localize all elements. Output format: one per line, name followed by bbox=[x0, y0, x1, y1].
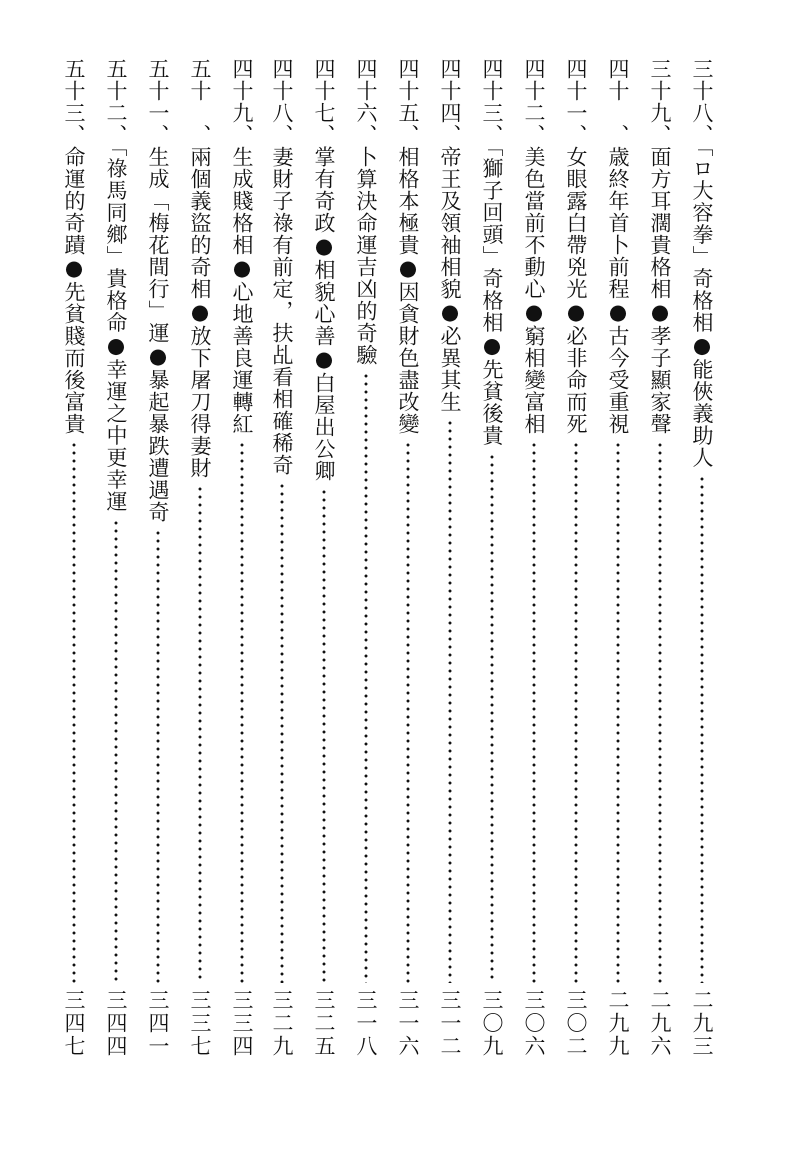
toc-entry-page-number: 三二五 bbox=[312, 989, 336, 1058]
toc-entry-page-number: 三四七 bbox=[62, 989, 86, 1058]
dot-leader bbox=[72, 441, 76, 983]
toc-entry-title: 四十一、女眼露白帶兇光●必非命而死 bbox=[564, 58, 588, 435]
toc-entry-title: 四十六、卜算決命運吉凶的奇驗 bbox=[354, 58, 378, 366]
toc-entry-52 bbox=[100, 58, 132, 1058]
toc-entry-page-number: 三二九 bbox=[270, 989, 294, 1058]
toc-entry-title: 五十二、「祿馬同鄉」貴格命●幸運之中更幸運 bbox=[104, 58, 128, 513]
toc-entry-page-number: 三一六 bbox=[396, 989, 420, 1058]
toc-entry-title: 五十三、命運的奇蹟●先貧賤而後富貴 bbox=[62, 58, 86, 435]
dot-leader bbox=[700, 475, 704, 984]
dot-leader bbox=[574, 441, 578, 983]
toc-entry-title: 四十三、「獅子回頭」奇格相●先貧後貴 bbox=[480, 58, 504, 447]
dot-leader bbox=[532, 441, 536, 983]
toc-entry-title: 三十八、「ロ大容拳」奇格相●能俠義助人 bbox=[690, 58, 714, 469]
toc-entry-page-number: 三三四 bbox=[230, 989, 254, 1058]
dot-leader bbox=[658, 441, 662, 983]
toc-entry-page-number: 三四四 bbox=[104, 989, 128, 1058]
toc-entry-49 bbox=[226, 58, 258, 1058]
toc-entry-39 bbox=[644, 58, 676, 1058]
toc-entry-title: 三十九、面方耳濶貴格相●孝子顯家聲 bbox=[648, 58, 672, 435]
toc-entry-page-number: 三三七 bbox=[188, 989, 212, 1058]
toc-entry-50 bbox=[184, 58, 216, 1058]
toc-entry-title: 四十二、美色當前不動心●窮相變富相 bbox=[522, 58, 546, 435]
toc-entry-title: 四十七、掌有奇政●相貌心善●白屋出公卿 bbox=[312, 58, 336, 482]
toc-entry-title: 四十五、相格本極貴●因貪財色盡改變 bbox=[396, 58, 420, 435]
toc-entry-page-number: 三〇二 bbox=[564, 989, 588, 1058]
toc-entry-title: 四十四、帝王及領袖相貌●必異其生 bbox=[438, 58, 462, 413]
toc-entry-47 bbox=[308, 58, 340, 1058]
dot-leader bbox=[156, 529, 160, 983]
toc-entry-title: 四十 、歳終年首卜前程●古今受重視 bbox=[606, 58, 630, 435]
toc-entry-38 bbox=[686, 58, 718, 1058]
toc-entry-48 bbox=[266, 58, 298, 1058]
toc-entry-42 bbox=[518, 58, 550, 1058]
dot-leader bbox=[616, 441, 620, 983]
toc-entry-44 bbox=[434, 58, 466, 1058]
toc-entry-title: 五十一、生成「梅花間行」運●暴起暴跌遭遇奇 bbox=[146, 58, 170, 523]
toc-entry-page-number: 三一八 bbox=[354, 989, 378, 1058]
toc-entry-40 bbox=[602, 58, 634, 1058]
toc-entry-45 bbox=[392, 58, 424, 1058]
dot-leader bbox=[490, 453, 494, 984]
dot-leader bbox=[198, 485, 202, 983]
dot-leader bbox=[448, 419, 452, 983]
dot-leader bbox=[114, 519, 118, 984]
toc-entry-page-number: 二九九 bbox=[606, 989, 630, 1058]
toc-entry-43 bbox=[476, 58, 508, 1058]
dot-leader bbox=[322, 488, 326, 983]
toc-entry-page-number: 三〇九 bbox=[480, 989, 504, 1058]
toc-entry-51 bbox=[142, 58, 174, 1058]
toc-entry-page-number: 三四一 bbox=[146, 989, 170, 1058]
dot-leader bbox=[406, 441, 410, 983]
toc-entry-page-number: 二九三 bbox=[690, 989, 714, 1058]
toc-entry-title: 四十九、生成賤格相●心地善良運轉紅 bbox=[230, 58, 254, 435]
toc-entry-46 bbox=[350, 58, 382, 1058]
toc-entry-53 bbox=[58, 58, 90, 1058]
toc-entry-41 bbox=[560, 58, 592, 1058]
toc-entry-page-number: 二九六 bbox=[648, 989, 672, 1058]
dot-leader bbox=[240, 441, 244, 983]
toc-entry-title: 四十八、妻財子祿有前定，扶乩看相確稀奇 bbox=[270, 58, 294, 476]
dot-leader bbox=[280, 482, 284, 983]
toc-entry-page-number: 三一二 bbox=[438, 989, 462, 1058]
toc-entry-title: 五十 、兩個義盜的奇相●放下屠刀得妻財 bbox=[188, 58, 212, 479]
dot-leader bbox=[364, 372, 368, 983]
toc-entry-page-number: 三〇六 bbox=[522, 989, 546, 1058]
